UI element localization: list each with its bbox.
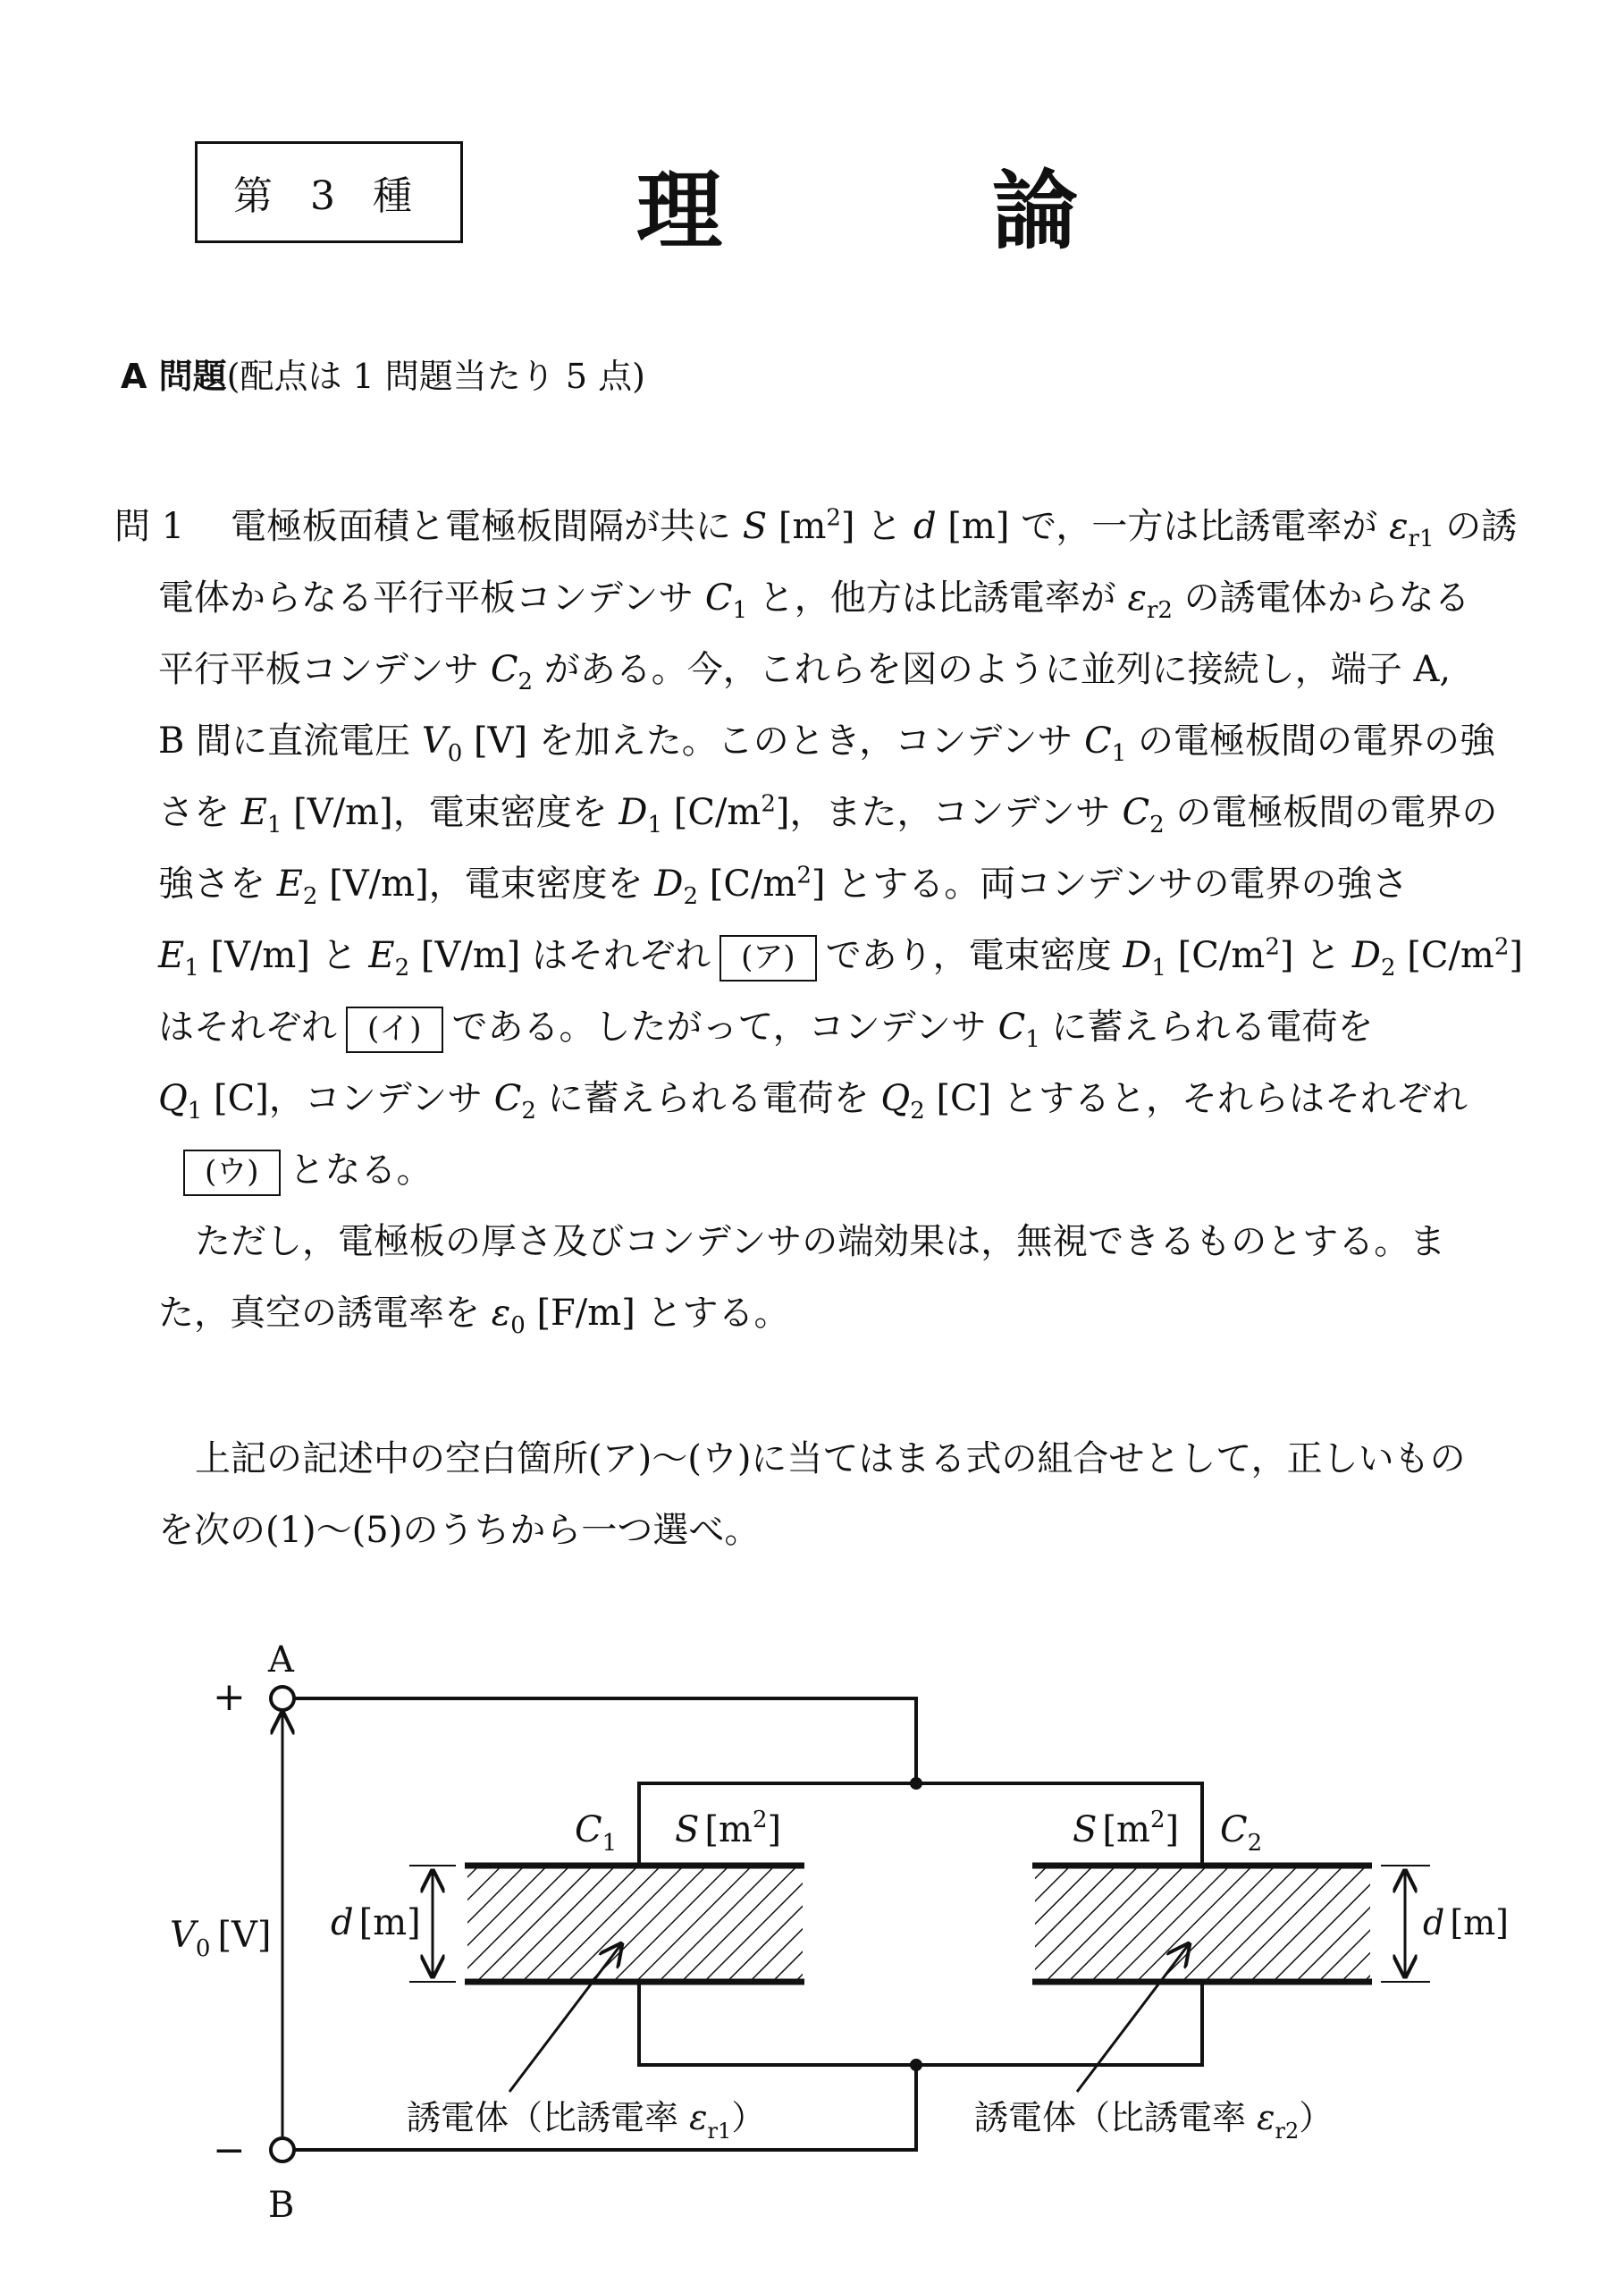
note-line-1: ただし，電極板の厚さ及びコンデンサの端効果は，無視できるものとする。ま [195,1221,1446,1262]
question-line-5: さを $E_1$ [V/m]，電束密度を $D_1$ $[C/m^2]$，また，コンデンサ $C_2$ の電極板間の電界の [158,790,1498,838]
question-line-1: 電極板面積と電極板間隔が共に S $[m^2]$ と d [m] で，一方は比誘電率が $\varepsilon_{r1}$ の誘 [231,504,1518,552]
junction-top [910,1777,922,1790]
blank-u: (ウ) [183,1150,281,1196]
instruction-line-1: 上記の記述中の空白箇所(ア)～(ウ)に当てはまる式の組合せとして，正しいもの [195,1438,1466,1479]
dielectric-c2 [1035,1868,1370,1979]
junction-bottom [910,2059,922,2071]
c2-label: $C_2$ [1220,1809,1263,1857]
section-note: (配点は 1 問題当たり 5 点) [226,357,645,396]
gap-label-c1: d [m] [331,1902,421,1943]
exam-category-box [195,141,463,243]
note-line-2: た，真空の誘電率を $\varepsilon_0$ [F/m] とする。 [158,1293,790,1339]
dielectric-c1 [467,1868,803,1979]
c1-label: $C_1$ [575,1809,618,1857]
exam-category: 第 3 種 [233,173,425,219]
question-line-3: 平行平板コンデンサ $C_2$ がある。今，これらを図のように並列に接続し，端子 A, [158,649,1452,695]
question-line-9: $Q_1$ [C]，コンデンサ $C_2$ に蓄えられる電荷を $Q_2$ [C] とすると，それらはそれぞれ [158,1078,1468,1125]
question-line-8: はそれぞれ (イ) である。したがって，コンデンサ $C_1$ に蓄えられる電荷を [158,1007,1374,1053]
blank-a: (ア) [719,935,817,982]
gap-label-c2: d [m] [1423,1903,1510,1942]
blank-i: (イ) [346,1007,443,1053]
question-line-6: 強さを $E_2$ [V/m]，電束密度を $D_2$ $[C/m^2]$ とする。両コンデンサの電界の強さ [158,862,1409,910]
terminal-b-circle [271,2138,294,2161]
section-heading [121,349,645,398]
terminal-b-label: B [268,2185,295,2226]
c2-area-label: S $[m^2]$ [1073,1807,1180,1850]
instruction-line-2: を次の(1)～(5)のうちから一つ選べ。 [158,1510,761,1551]
question-line-7: $E_1$ [V/m] と $E_2$ [V/m] はそれぞれ (ア) であり，電束密度 $D_1$ $[C/m^2]$ と $D_2$ $[C/m^2]$ [158,933,1524,982]
voltage-label: $V_0$ [V] [170,1915,272,1962]
c1-area-label: S $[m^2]$ [675,1807,782,1850]
dielectric2-label: 誘電体（比誘電率 $\varepsilon_{r2}$） [974,2098,1334,2144]
plus-sign: + [213,1674,246,1720]
dielectric1-label: 誘電体（比誘電率 $\varepsilon_{r1}$） [407,2098,766,2144]
terminal-a-label: A [268,1639,294,1681]
circuit-diagram [0,1627,1624,2275]
question-line-2: 電体からなる平行平板コンデンサ $C_1$ と，他方は比誘電率が $\varepsilon_{r2}$ の誘電体からなる [158,577,1470,624]
question-line-4: B 間に直流電圧 $V_0$ [V] を加えた。このとき，コンデンサ $C_1$ の電極板間の電界の強 [158,720,1495,767]
subject-title-char-1: 理 [636,161,722,261]
minus-sign: − [213,2128,246,2173]
terminal-a-circle [271,1687,294,1710]
question-line-10: (ウ) となる。 [174,1142,433,1196]
question-number: 問 1 [114,506,185,547]
subject-title-char-2: 論 [992,161,1078,261]
section-label: A 問題 [121,357,227,396]
